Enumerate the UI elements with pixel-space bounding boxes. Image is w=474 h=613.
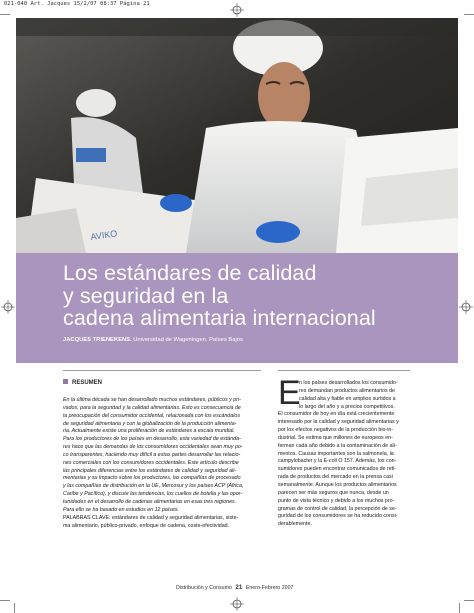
article-title [63, 262, 453, 330]
page-number: 21 [235, 584, 243, 591]
abstract-text [63, 397, 263, 530]
square-bullet-icon [63, 379, 68, 384]
registration-mark-left-icon [1, 300, 15, 314]
body-line: derablemente. [278, 521, 312, 528]
abstract-line: tunidades en el desarrollo de cadenas alimentarias en esas tres regiones. [63, 498, 237, 505]
hero-photo-food-workers [16, 18, 458, 253]
column-rule [278, 370, 410, 371]
abstract-line: las principales diferencias entre los estándares de calidad y seguridad ali- [63, 467, 237, 474]
title-line: cadena alimentaria internacional [63, 306, 376, 330]
author-name: JACQUES TRIENEKENS. [63, 337, 132, 343]
crop-mark [14, 603, 15, 613]
abstract-line: vados, para la seguridad y la calidad alimentarias. Esto es consecuencia de [63, 404, 241, 411]
body-line: punto de vista técnico y debido a los muchos pro- [278, 497, 395, 504]
body-line: El consumidor de hoy en día está crecientemente [278, 411, 395, 418]
crop-mark [0, 14, 10, 15]
abstract-line: de seguridad alimentaria y con la globalización de la producción alimenta- [63, 420, 237, 427]
abstract-line: Caribe y Pacífico), y discute las tendencias, los cuellos de botella y las opor- [63, 491, 243, 498]
body-line: calidad alta y fiable en amplios surtidos a [299, 395, 396, 402]
title-line: Los estándares de calidad [63, 261, 317, 285]
abstract-line: nes comerciales con los consumidores occidentales. Este artículo describe [63, 459, 239, 466]
svg-text:AVIKO: AVIKO [89, 228, 118, 242]
keywords-line: PALABRAS CLAVE: estándares de calidad y seguridad alimentarias, siste- [63, 514, 239, 521]
drop-cap: E [278, 374, 301, 412]
crop-mark [464, 14, 474, 15]
abstract-line: la preocupación del consumidor occidental, relacionada con los escándalos [63, 412, 240, 419]
keywords-line: ma alimentario, público-privado, enfoque de cadena, coste-efectividad. [63, 522, 230, 529]
body-line: n los países desarrollados los consumido- [299, 380, 398, 386]
registration-mark-bottom-icon [230, 597, 244, 611]
abstract-line: y las compañías de distribución en la UE, Mercosur y los países ACP (África, [63, 483, 244, 490]
printer-slug: 021-040 Art. Jacques 15/2/07 08:37 Página 21 [4, 1, 150, 7]
body-line: interesado por la calidad y seguridad alimentarias y [278, 419, 399, 426]
resumen-heading: RESUMEN [63, 379, 102, 386]
journal-name: Distribución y Consumo [176, 585, 232, 591]
crop-mark [459, 603, 460, 613]
registration-mark-right-icon [459, 300, 473, 314]
body-line: parecen ser más seguros que nunca, desde un [278, 489, 389, 496]
crop-mark [0, 600, 10, 601]
abstract-line: mentarias y su impacto sobre los productores, las compañías de procesado [63, 475, 241, 482]
abstract-line: co transparentes, haciendo muy difícil a estas partes desarrollar las relacio- [63, 451, 241, 458]
body-line: semanalmente. Aunque los productos alimentarios [278, 481, 397, 488]
body-line: mentos. Causas importantes son la salmonela, la [278, 450, 394, 457]
body-line: res demandan productos alimentarios de [299, 387, 395, 394]
body-line: por los efectos negativos de la producción bio-in- [278, 427, 394, 434]
body-line: lo largo del año y a precios competitivos. [299, 403, 395, 410]
body-line: sumidores pueden encontrar comunicados de reti- [278, 466, 397, 473]
body-line: gramas de control de calidad, la percepción de se- [278, 505, 397, 512]
column-rule [63, 370, 261, 371]
crop-mark [464, 600, 474, 601]
page-footer [176, 584, 294, 591]
abstract-line: En la última década se han desarrollado muchos estándares, públicos y pri- [63, 397, 241, 403]
body-line: ferman cada año debido a la contaminación de ali- [278, 442, 397, 449]
registration-mark-top-icon [230, 3, 244, 17]
body-line: guridad de los consumidores se ha reducido consi- [278, 513, 398, 520]
body-line: dustrial. Se estima que millones de europeos en- [278, 434, 393, 441]
issue-date: Enero-Febrero 2007 [245, 585, 294, 591]
abstract-line: ria. Actualmente existe una proliferación de estándares a escala mundial. [63, 428, 235, 435]
author-line [63, 337, 453, 343]
title-line: y seguridad en la [63, 283, 229, 308]
abstract-line: res hace que las demandas de los consumidores occidentales sean muy po- [63, 444, 243, 451]
abstract-line: Para ello se ha basado en estudios en 12 países. [63, 506, 180, 513]
body-line: rada de productos del mercado en la prensa casi [278, 474, 393, 481]
body-line: campylobacter y la E-coli O 157. Además, los con- [278, 458, 397, 465]
author-affiliation: Universidad de Wageningen. Países Bajos [133, 337, 243, 343]
abstract-line: Para los productores de los países en desarrollo, esta variedad de estánda- [63, 436, 241, 443]
body-text [278, 374, 414, 529]
